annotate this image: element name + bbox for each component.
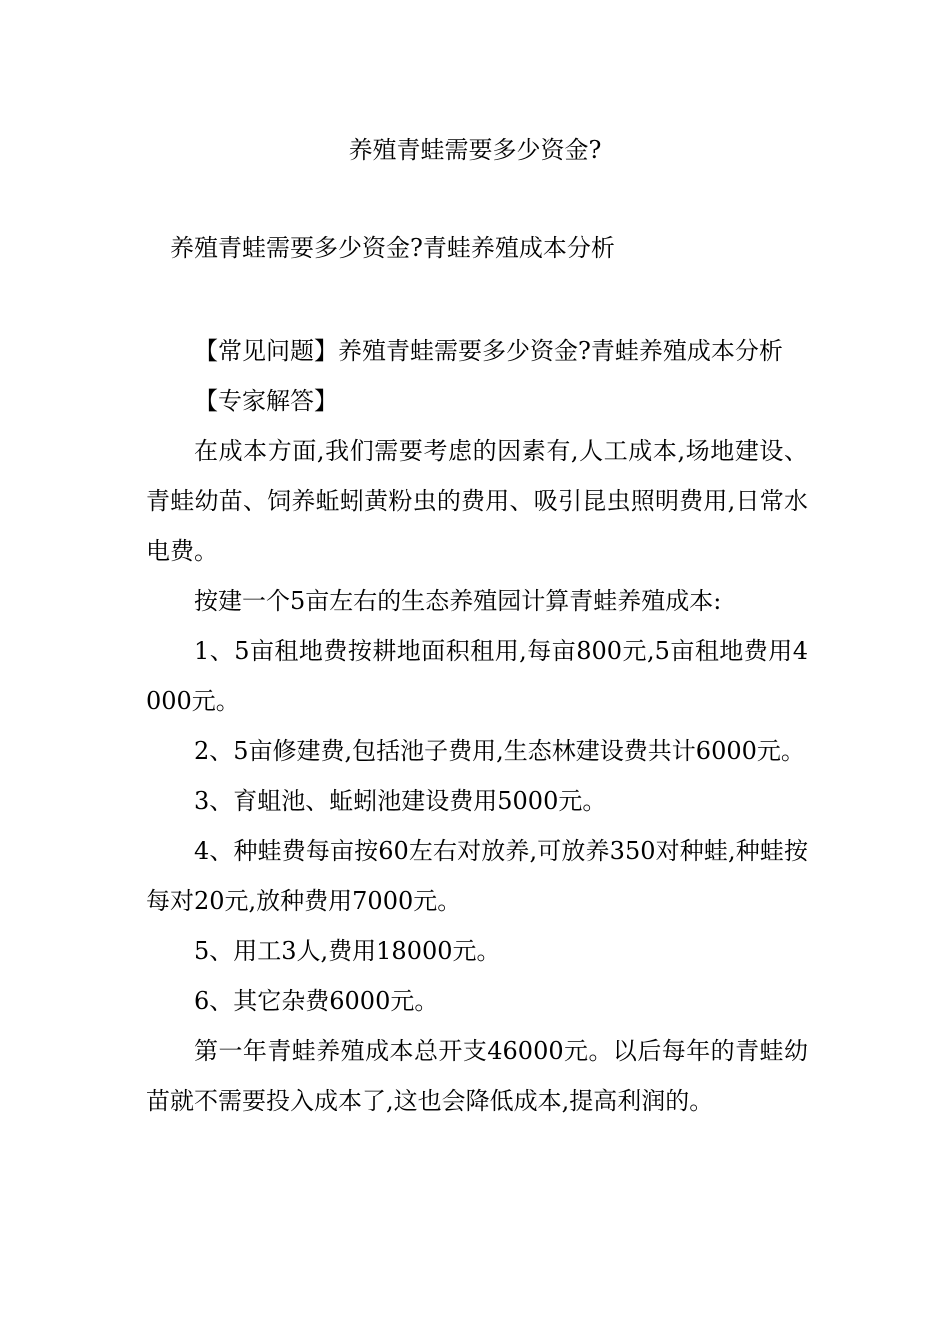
paragraph-item-4: 4、种蛙费每亩按60左右对放养,可放养350对种蛙,种蛙按每对20元,放种费用7000元。 [146, 837, 808, 915]
paragraph-item-5: 5、用工3人,费用18000元。 [194, 937, 501, 965]
document-body [146, 326, 808, 1126]
paragraph-item-1: 1、5亩租地费按耕地面积租用,每亩800元,5亩租地费用4000元。 [146, 637, 808, 715]
paragraph-question: 【常见问题】养殖青蛙需要多少资金?青蛙养殖成本分析 [194, 337, 783, 365]
paragraph-item-2: 2、5亩修建费,包括池子费用,生态林建设费共计6000元。 [194, 737, 805, 765]
document-title: 养殖青蛙需要多少资金? [348, 136, 602, 164]
paragraph-expert-label: 【专家解答】 [194, 387, 338, 415]
paragraph-basis: 按建一个5亩左右的生态养殖园计算青蛙养殖成本: [194, 587, 722, 615]
paragraph-summary: 第一年青蛙养殖成本总开支46000元。以后每年的青蛙幼苗就不需要投入成本了,这也会降低成本,提高利润的。 [146, 1037, 808, 1115]
document-subtitle: 养殖青蛙需要多少资金?青蛙养殖成本分析 [170, 234, 615, 262]
paragraph-cost-factors: 在成本方面,我们需要考虑的因素有,人工成本,场地建设、青蛙幼苗、饲养蚯蚓黄粉虫的费用、吸引昆虫照明费用,日常水电费。 [146, 437, 808, 565]
paragraph-item-3: 3、育蛆池、蚯蚓池建设费用5000元。 [194, 787, 607, 815]
paragraph-item-6: 6、其它杂费6000元。 [194, 987, 439, 1015]
